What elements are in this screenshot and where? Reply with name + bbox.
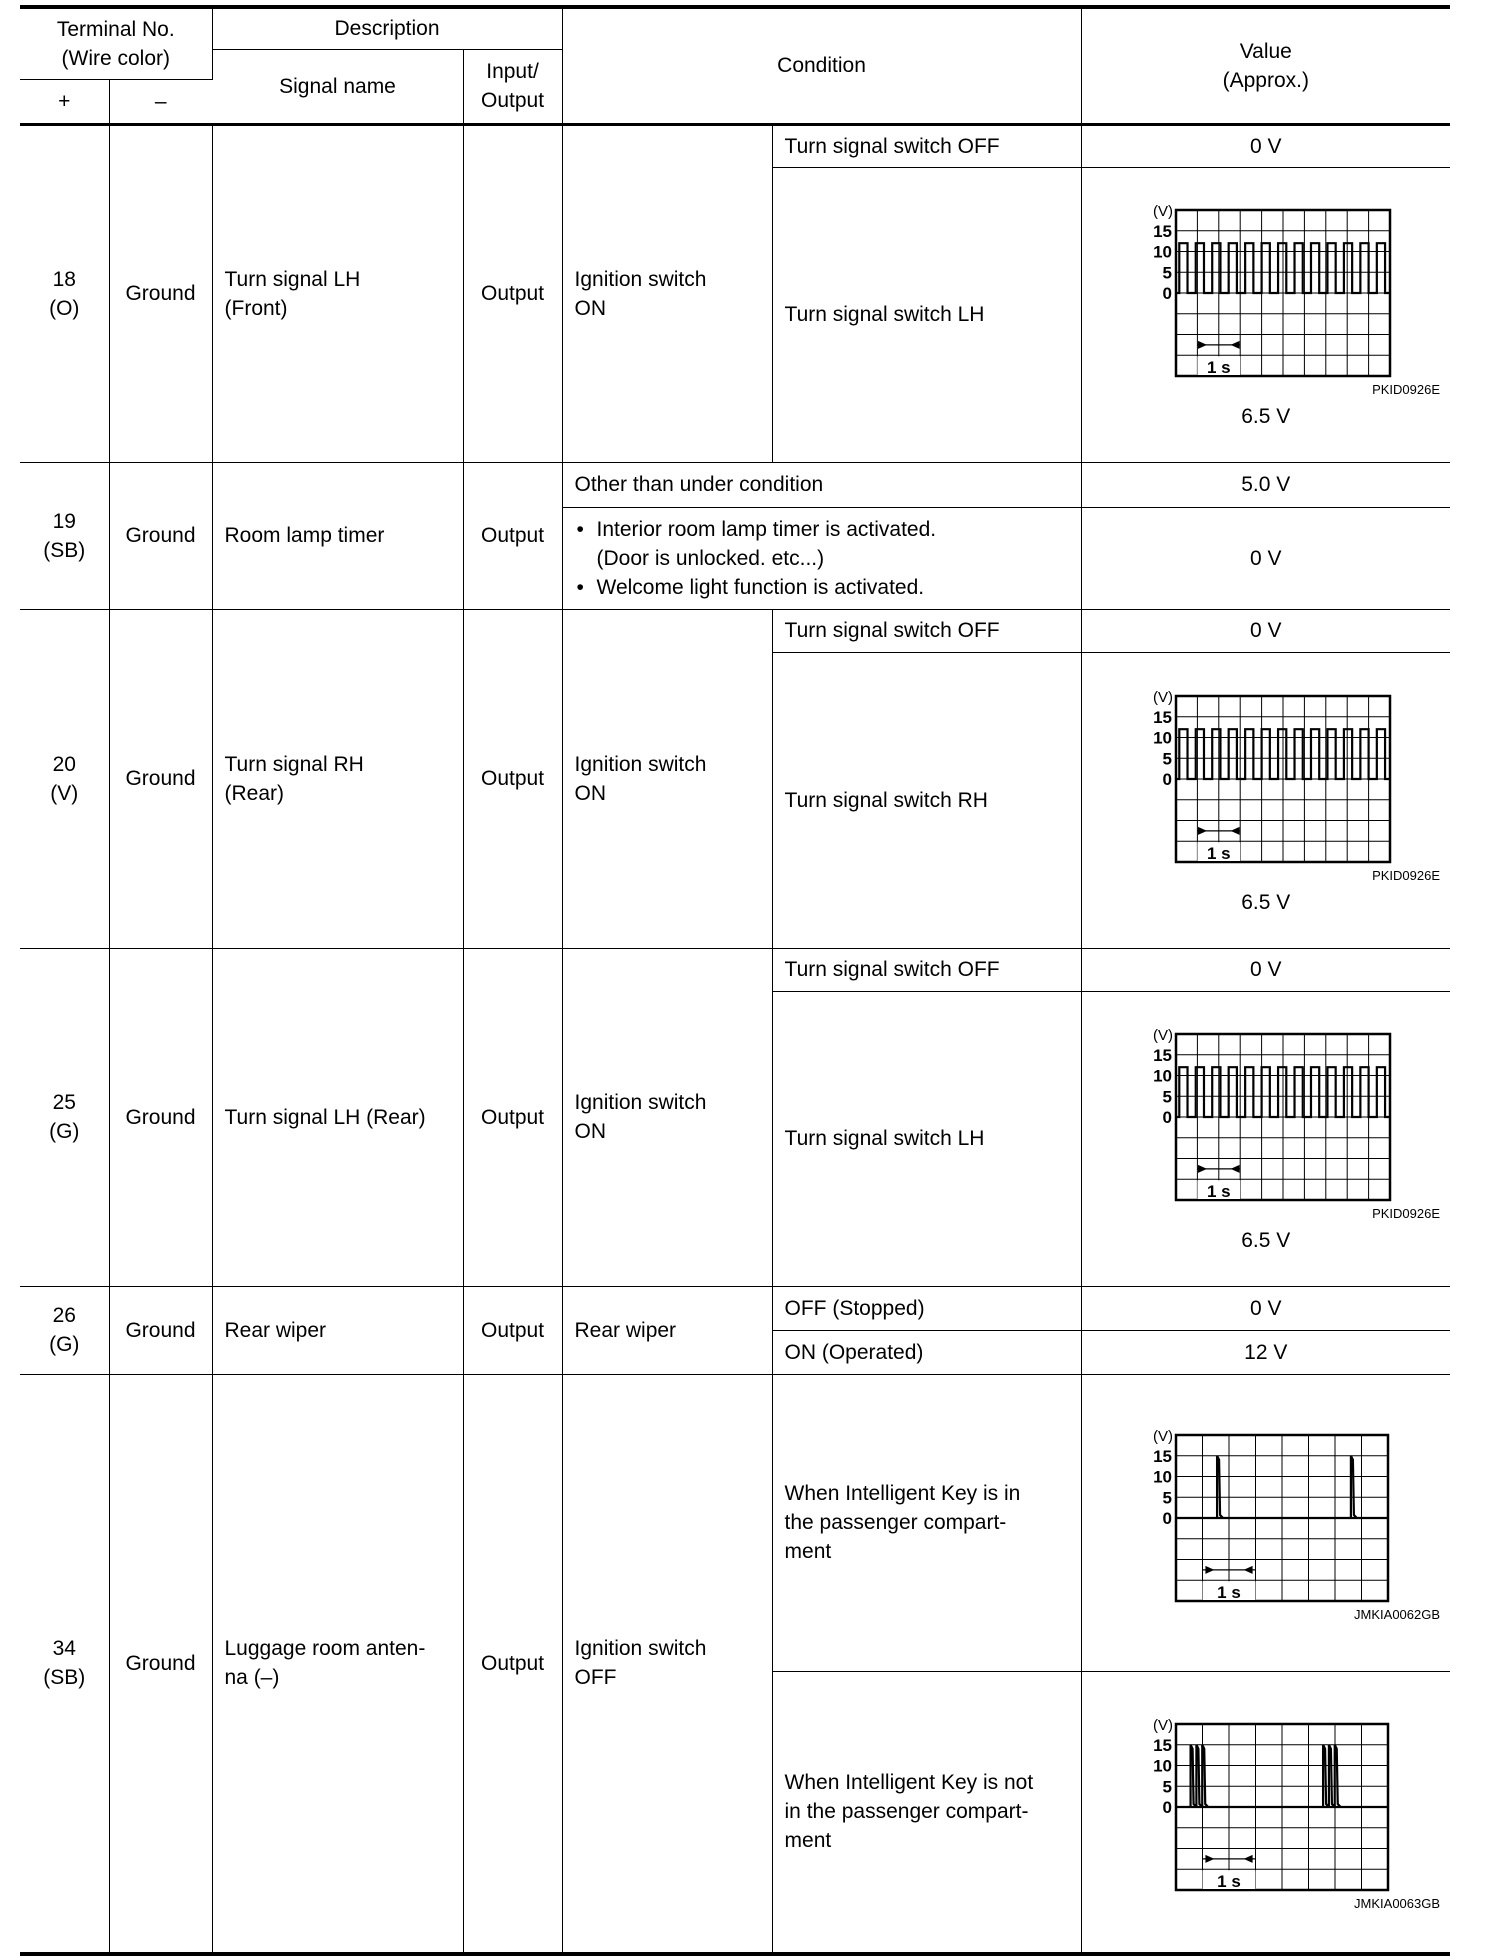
time-scale-label: 1 s [1216, 1582, 1241, 1602]
axis-unit: (V) [1152, 688, 1173, 706]
condition-sub: ON (Operated) [772, 1330, 1081, 1374]
y-tick-label: 10 [1152, 1756, 1172, 1776]
terminal-number: 26 (G) [20, 1286, 109, 1374]
io: Output [463, 462, 562, 609]
bullet-item: • Interior room lamp timer is activated. (Door is unlocked. etc...) [597, 515, 1069, 573]
terminal-minus: Ground [109, 1374, 212, 1954]
axis-unit: (V) [1152, 1427, 1173, 1445]
table-row [20, 1374, 1450, 1671]
time-scale-label: 1 s [1206, 357, 1231, 377]
header-description: Description [212, 7, 562, 49]
y-tick-label: 5 [1162, 1777, 1172, 1796]
y-tick-label: 5 [1162, 748, 1172, 768]
waveform-figure [1116, 1423, 1416, 1607]
bullet-item: • Welcome light function is activated. [597, 573, 1069, 602]
terminal-minus: Ground [109, 1286, 212, 1374]
condition-sub: Other than under condition [562, 462, 1081, 507]
signal-name: Turn signal RH (Rear) [212, 609, 463, 948]
y-tick-label: 15 [1152, 1735, 1172, 1755]
figure-code: PKID0926E [1372, 382, 1441, 397]
signal-name: Room lamp timer [212, 462, 463, 609]
condition-main: Ignition switch ON [562, 124, 772, 462]
condition-main: Ignition switch ON [562, 609, 772, 948]
io: Output [463, 609, 562, 948]
value: 6.5 V [1241, 890, 1291, 914]
y-tick-label: 15 [1152, 1446, 1172, 1466]
condition-sub: When Intelligent Key is not in the passenger compart- ment [772, 1671, 1081, 1954]
axis-unit: (V) [1152, 1716, 1173, 1734]
terminal-minus: Ground [109, 609, 212, 948]
condition-sub: When Intelligent Key is in the passenger compart- ment [772, 1374, 1081, 1671]
axis-unit: (V) [1152, 1027, 1173, 1044]
waveform-chart [1126, 198, 1406, 382]
terminal-number: 20 (V) [20, 609, 109, 948]
waveform-chart [1126, 1712, 1406, 1896]
header-signal-name: Signal name [212, 49, 463, 124]
y-tick-label: 0 [1162, 284, 1172, 303]
value-waveform [1081, 1671, 1450, 1954]
terminal-number: 34 (SB) [20, 1374, 109, 1954]
terminal-minus: Ground [109, 124, 212, 462]
condition-sub: Turn signal switch OFF [772, 124, 1081, 167]
condition-sub: Turn signal switch OFF [772, 948, 1081, 991]
y-tick-label: 0 [1162, 1797, 1172, 1817]
value: 0 V [1081, 124, 1450, 167]
signal-name: Luggage room anten- na (–) [212, 1374, 463, 1954]
terminal-number: 19 (SB) [20, 462, 109, 609]
value: 0 V [1081, 948, 1450, 991]
terminal-number: 18 (O) [20, 124, 109, 462]
value-waveform [1081, 652, 1450, 948]
y-tick-label: 10 [1152, 1467, 1172, 1486]
waveform-figure [1116, 684, 1416, 868]
signal-name: Turn signal LH (Rear) [212, 948, 463, 1286]
y-tick-label: 0 [1162, 1108, 1172, 1127]
axis-unit: (V) [1152, 203, 1173, 220]
condition-sub: Turn signal switch RH [772, 652, 1081, 948]
time-scale-label: 1 s [1206, 843, 1231, 863]
terminal-table [20, 5, 1450, 1956]
header-terminal: Terminal No. (Wire color) [20, 7, 212, 79]
figure-code: JMKIA0063GB [1354, 1895, 1441, 1911]
waveform-figure [1116, 1712, 1416, 1896]
value: 6.5 V [1241, 1229, 1291, 1252]
waveform-figure [1116, 1022, 1416, 1206]
waveform-chart [1126, 1423, 1406, 1607]
header-value: Value (Approx.) [1081, 7, 1450, 124]
io: Output [463, 948, 562, 1286]
value: 6.5 V [1241, 405, 1291, 428]
header-minus: – [109, 79, 212, 124]
y-tick-label: 5 [1162, 263, 1172, 283]
y-tick-label: 15 [1152, 707, 1172, 727]
waveform-figure [1116, 198, 1416, 382]
terminal-number: 25 (G) [20, 948, 109, 1286]
condition-main: Rear wiper [562, 1286, 772, 1374]
y-tick-label: 15 [1152, 1045, 1172, 1065]
y-tick-label: 0 [1162, 769, 1172, 789]
y-tick-label: 0 [1162, 1508, 1172, 1528]
terminal-minus: Ground [109, 948, 212, 1286]
signal-name: Turn signal LH (Front) [212, 124, 463, 462]
value-waveform [1081, 167, 1450, 462]
condition-sub: OFF (Stopped) [772, 1286, 1081, 1330]
table-row [20, 462, 1450, 507]
value: 0 V [1081, 1286, 1450, 1330]
figure-code: PKID0926E [1372, 1206, 1441, 1221]
table-row [20, 124, 1450, 167]
figure-code: PKID0926E [1372, 867, 1441, 883]
condition-sub: Turn signal switch LH [772, 167, 1081, 462]
terminal-minus: Ground [109, 462, 212, 609]
table-row [20, 609, 1450, 652]
condition-sub: Turn signal switch LH [772, 991, 1081, 1286]
table-row [20, 1286, 1450, 1330]
value: 12 V [1081, 1330, 1450, 1374]
condition-main: Ignition switch ON [562, 948, 772, 1286]
value: 0 V [1081, 609, 1450, 652]
condition-sub [562, 507, 1081, 609]
io: Output [463, 124, 562, 462]
y-tick-label: 10 [1152, 1066, 1172, 1086]
value-waveform [1081, 1374, 1450, 1671]
y-tick-label: 10 [1152, 728, 1172, 747]
y-tick-label: 5 [1162, 1487, 1172, 1507]
signal-name: Rear wiper [212, 1286, 463, 1374]
header-condition: Condition [562, 7, 1081, 124]
y-tick-label: 5 [1162, 1087, 1172, 1107]
y-tick-label: 10 [1152, 242, 1172, 262]
table-row [20, 948, 1450, 991]
figure-code: JMKIA0062GB [1354, 1606, 1441, 1622]
value-waveform [1081, 991, 1450, 1286]
waveform-chart [1126, 684, 1406, 868]
header-plus: + [20, 79, 109, 124]
io: Output [463, 1374, 562, 1954]
value: 0 V [1081, 507, 1450, 609]
header-input-output: Input/ Output [463, 49, 562, 124]
time-scale-label: 1 s [1206, 1181, 1231, 1201]
time-scale-label: 1 s [1216, 1871, 1241, 1891]
waveform-chart [1126, 1022, 1406, 1206]
condition-sub: Turn signal switch OFF [772, 609, 1081, 652]
condition-main: Ignition switch OFF [562, 1374, 772, 1954]
value: 5.0 V [1081, 462, 1450, 507]
y-tick-label: 15 [1152, 221, 1172, 241]
io: Output [463, 1286, 562, 1374]
